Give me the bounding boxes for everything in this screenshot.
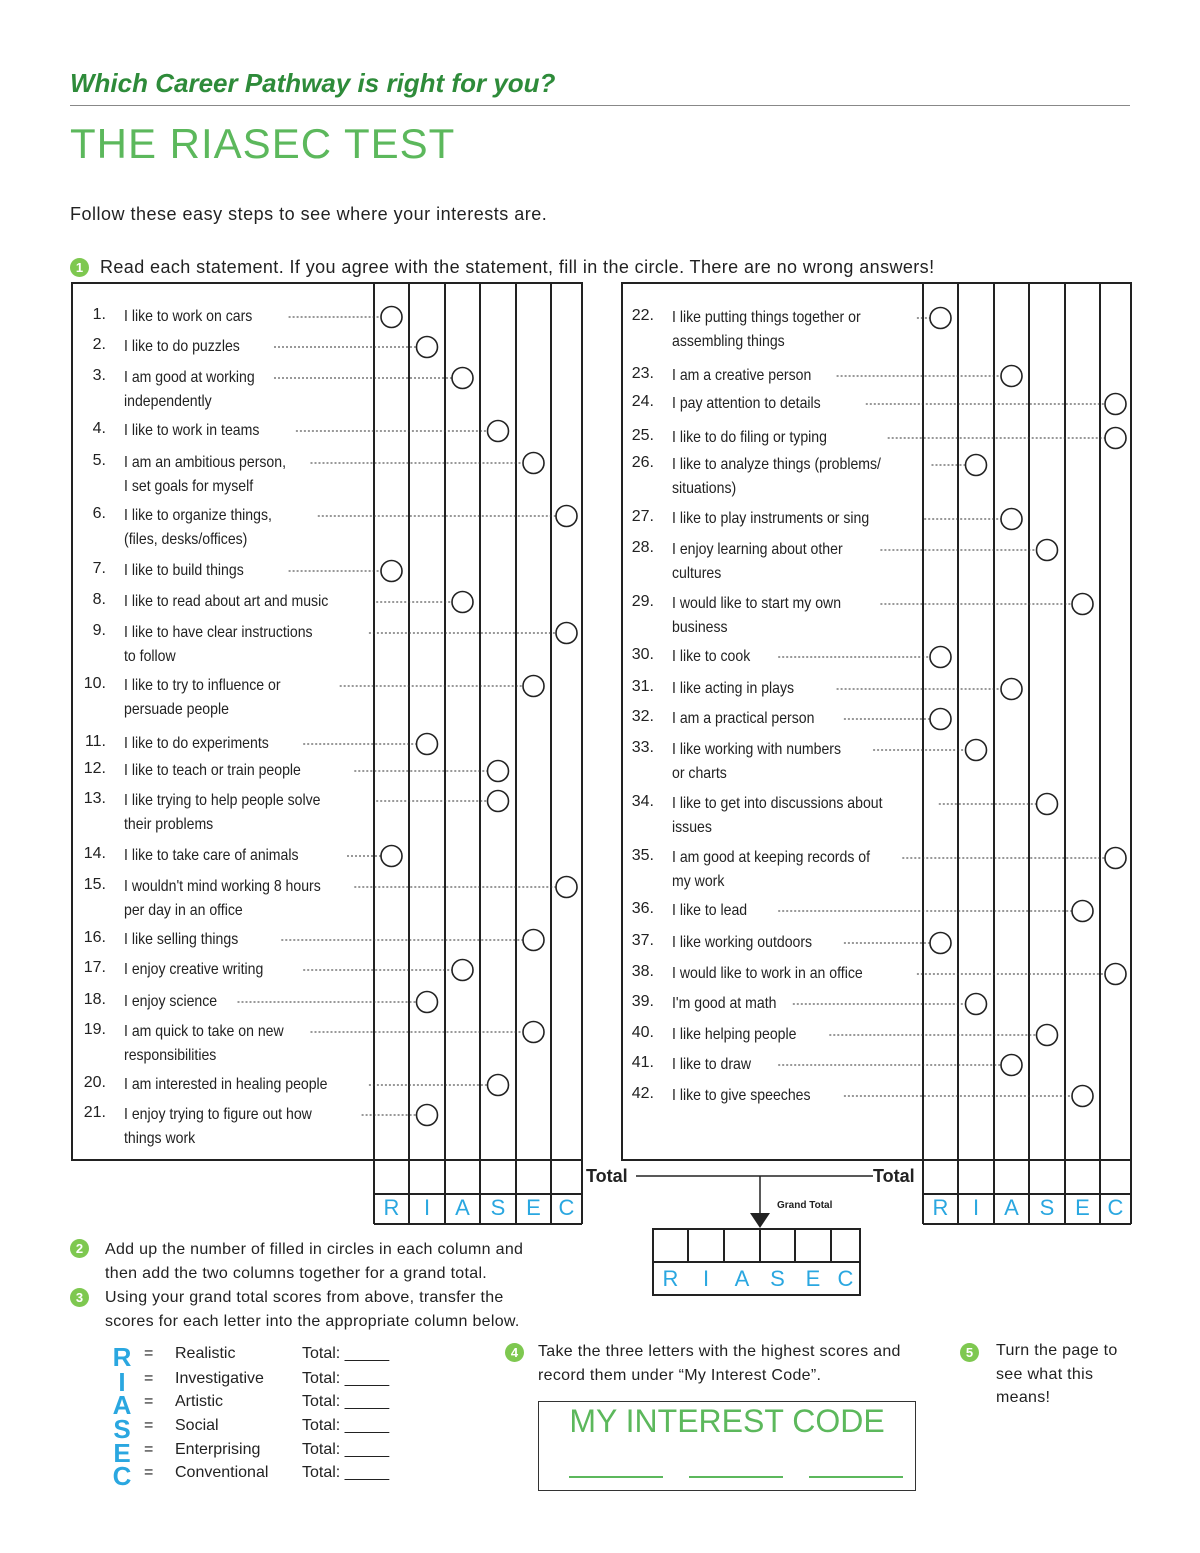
left-question-text: I like to organize things, (files, desks/offices) — [124, 507, 272, 548]
right-question-text: I like to get into discussions about issues — [672, 795, 883, 836]
left-question-number: 8. — [92, 591, 106, 608]
left-question-text: I like to do experiments — [124, 735, 269, 752]
legend-equals: = — [144, 1345, 154, 1362]
right-answer-circle[interactable] — [1105, 848, 1126, 869]
right-question-number: 35. — [631, 847, 654, 864]
left-question-text: I am an ambitious person, I set goals for myself — [124, 454, 287, 495]
right-question-number: 41. — [631, 1054, 654, 1071]
left-question-text: I enjoy trying to figure out how things work — [124, 1106, 312, 1147]
left-question-text: I like to take care of animals — [124, 847, 299, 864]
left-answer-circle[interactable] — [488, 421, 509, 442]
legend-name: Enterprising — [175, 1441, 261, 1458]
legend-total[interactable]: Total: _____ — [302, 1393, 390, 1410]
right-column-letter: C — [1107, 1195, 1124, 1220]
left-column-letter: A — [455, 1195, 470, 1220]
legend-letter: C — [112, 1461, 132, 1491]
left-question-number: 9. — [92, 622, 106, 639]
legend-letter: I — [118, 1367, 126, 1397]
right-question-text: I am a practical person — [672, 710, 815, 727]
left-question-text: I wouldn't mind working 8 hours per day in an office — [124, 878, 321, 919]
right-question-text: I would like to work in an office — [672, 965, 863, 982]
grand-total-arrowhead — [750, 1213, 770, 1228]
right-question-number: 24. — [631, 393, 654, 410]
code-letter-1-line[interactable] — [569, 1476, 663, 1478]
legend-equals: = — [144, 1441, 154, 1458]
left-question-number: 7. — [92, 560, 106, 577]
legend-name: Conventional — [175, 1464, 269, 1481]
left-column-letter: E — [526, 1195, 541, 1220]
right-question-text: I am good at keeping records of my work — [672, 849, 871, 890]
right-question-text: I like acting in plays — [672, 680, 795, 697]
left-answer-circle[interactable] — [488, 1075, 509, 1096]
left-column-letter: C — [558, 1195, 575, 1220]
right-answer-circle[interactable] — [1037, 794, 1058, 815]
right-answer-circle[interactable] — [930, 709, 951, 730]
left-answer-circle[interactable] — [417, 992, 438, 1013]
legend-equals: = — [144, 1417, 154, 1434]
left-answer-circle[interactable] — [417, 734, 438, 755]
step-3-badge: 3 — [70, 1288, 89, 1307]
code-letter-2-line[interactable] — [689, 1476, 783, 1478]
right-question-text: I like to lead — [672, 902, 748, 919]
right-question-number: 31. — [631, 678, 654, 695]
right-question-text: I like to play instruments or sing — [672, 510, 870, 527]
legend-total[interactable]: Total: _____ — [302, 1417, 390, 1434]
right-question-text: I like helping people — [672, 1026, 797, 1043]
left-answer-circle[interactable] — [556, 623, 577, 644]
step-4-badge: 4 — [505, 1343, 524, 1362]
right-column-letter: S — [1039, 1195, 1055, 1220]
left-answer-circle[interactable] — [417, 1105, 438, 1126]
right-answer-circle[interactable] — [1001, 679, 1022, 700]
right-question-number: 34. — [631, 793, 654, 810]
right-answer-circle[interactable] — [1001, 366, 1022, 387]
left-answer-circle[interactable] — [381, 561, 402, 582]
left-question-number: 12. — [83, 760, 106, 777]
left-answer-circle[interactable] — [417, 337, 438, 358]
right-question-number: 42. — [631, 1085, 654, 1102]
left-question-number: 18. — [83, 991, 106, 1008]
right-answer-circle[interactable] — [966, 455, 987, 476]
left-answer-circle[interactable] — [452, 960, 473, 981]
right-question-number: 28. — [631, 539, 654, 556]
legend-name: Artistic — [175, 1393, 223, 1410]
step-5-text: Turn the page to see what this means! — [996, 1342, 1118, 1406]
right-question-number: 27. — [631, 508, 654, 525]
left-question-text: I like trying to help people solve their problems — [124, 792, 321, 833]
left-column-letter: I — [423, 1195, 431, 1220]
right-question-text: I like to give speeches — [672, 1087, 811, 1104]
right-answer-circle[interactable] — [1105, 964, 1126, 985]
grand-total-label: Grand Total — [777, 1200, 833, 1211]
right-answer-circle[interactable] — [1001, 509, 1022, 530]
right-question-number: 40. — [631, 1024, 654, 1041]
step-5-badge: 5 — [960, 1343, 979, 1362]
left-question-text: I like to try to influence or persuade people — [124, 677, 281, 718]
legend-total[interactable]: Total: _____ — [302, 1464, 390, 1481]
page-subtitle: Which Career Pathway is right for you? — [70, 68, 556, 98]
left-answer-circle[interactable] — [523, 1022, 544, 1043]
left-answer-circle[interactable] — [452, 592, 473, 613]
legend-name: Investigative — [175, 1370, 264, 1387]
left-question-text: I like to read about art and music — [124, 593, 329, 610]
left-question-text: I am interested in healing people — [124, 1076, 328, 1093]
right-question-number: 33. — [631, 739, 654, 756]
grand-total-column-letter: I — [702, 1266, 710, 1291]
grand-total-column-letter: S — [770, 1266, 785, 1291]
left-answer-circle[interactable] — [523, 676, 544, 697]
left-question-number: 19. — [83, 1021, 106, 1038]
left-answer-circle[interactable] — [523, 930, 544, 951]
left-question-number: 3. — [92, 367, 106, 384]
left-question-number: 21. — [83, 1104, 106, 1121]
left-question-text: I am quick to take on new responsibilities — [124, 1023, 284, 1064]
grand-total-column-letter: R — [662, 1266, 679, 1291]
right-question-text: I like to draw — [672, 1056, 752, 1073]
right-answer-circle[interactable] — [1037, 540, 1058, 561]
right-column-letter: I — [972, 1195, 980, 1220]
left-question-number: 17. — [83, 959, 106, 976]
left-question-text: I like to work in teams — [124, 422, 260, 439]
left-question-text: I like to do puzzles — [124, 338, 240, 355]
step-2-badge: 2 — [70, 1239, 89, 1258]
grand-total-column-letter: A — [734, 1266, 750, 1291]
right-question-number: 26. — [631, 454, 654, 471]
right-answer-circle[interactable] — [1105, 394, 1126, 415]
right-answer-circle[interactable] — [1037, 1025, 1058, 1046]
right-question-number: 38. — [631, 963, 654, 980]
right-column-letter: R — [932, 1195, 949, 1220]
right-question-number: 25. — [631, 427, 654, 444]
step-1-badge: 1 — [70, 258, 89, 277]
legend-letter: S — [113, 1414, 131, 1444]
legend-name: Social — [175, 1417, 219, 1434]
left-answer-circle[interactable] — [556, 877, 577, 898]
left-question-number: 4. — [92, 420, 106, 437]
legend-total[interactable]: Total: _____ — [302, 1441, 390, 1458]
right-question-text: I pay attention to details — [672, 395, 821, 412]
legend-total[interactable]: Total: _____ — [302, 1370, 390, 1387]
right-answer-circle[interactable] — [966, 994, 987, 1015]
right-question-text: I enjoy learning about other cultures — [672, 541, 843, 582]
right-question-number: 22. — [631, 307, 654, 324]
legend-letter: E — [113, 1438, 131, 1468]
left-question-text: I am good at working independently — [124, 369, 255, 410]
right-question-number: 23. — [631, 365, 654, 382]
code-letter-3-line[interactable] — [809, 1476, 903, 1478]
right-question-number: 39. — [631, 993, 654, 1010]
right-question-text: I like to do filing or typing — [672, 429, 827, 446]
right-answer-circle[interactable] — [1072, 594, 1093, 615]
legend-equals: = — [144, 1370, 154, 1387]
left-answer-circle[interactable] — [523, 453, 544, 474]
legend-total[interactable]: Total: _____ — [302, 1345, 390, 1362]
left-question-text: I enjoy science — [124, 993, 218, 1010]
right-question-text: I like to cook — [672, 648, 751, 665]
left-question-number: 14. — [83, 845, 106, 862]
right-question-number: 36. — [631, 900, 654, 917]
right-answer-circle[interactable] — [930, 308, 951, 329]
grand-total-column-letter: E — [805, 1266, 821, 1291]
left-question-text: I like to teach or train people — [124, 762, 301, 779]
left-question-number: 11. — [84, 733, 106, 750]
left-answer-circle[interactable] — [488, 761, 509, 782]
step-1-text: Read each statement. If you agree with the statement, fill in the circle. There are no wrong answers! — [100, 257, 935, 277]
step-3-text: Using your grand total scores from above, transfer the scores for each letter into the appropriate column below. — [105, 1289, 520, 1330]
left-question-text: I like to build things — [124, 562, 244, 579]
legend-equals: = — [144, 1393, 154, 1410]
right-question-text: I would like to start my own business — [672, 595, 842, 636]
right-answer-circle[interactable] — [1072, 901, 1093, 922]
right-question-text: I am a creative person — [672, 367, 812, 384]
left-answer-circle[interactable] — [452, 368, 473, 389]
right-question-text: I like working outdoors — [672, 934, 813, 951]
right-answer-circle[interactable] — [930, 933, 951, 954]
right-total-label: Total — [873, 1166, 915, 1186]
page-title: THE RIASEC TEST — [70, 120, 456, 167]
right-answer-circle[interactable] — [1001, 1055, 1022, 1076]
left-column-letter: R — [383, 1195, 400, 1220]
right-question-number: 30. — [631, 646, 654, 663]
step-4-text: Take the three letters with the highest scores and record them under “My Interest Code”. — [538, 1343, 901, 1384]
left-answer-circle[interactable] — [488, 791, 509, 812]
left-question-number: 16. — [83, 929, 106, 946]
right-question-number: 29. — [631, 593, 654, 610]
left-column-letter: S — [490, 1195, 506, 1220]
right-question-number: 32. — [631, 708, 654, 725]
left-question-text: I enjoy creative writing — [124, 961, 264, 978]
right-question-text: I'm good at math — [672, 995, 777, 1012]
step-2-text: Add up the number of filled in circles in each column and then add the two columns together for a grand total. — [105, 1241, 524, 1282]
left-answer-circle[interactable] — [381, 846, 402, 867]
left-answer-circle[interactable] — [381, 307, 402, 328]
legend-letter: A — [112, 1390, 132, 1420]
left-question-number: 13. — [83, 790, 106, 807]
right-question-text: I like to analyze things (problems/ situations) — [672, 456, 881, 497]
right-question-text: I like working with numbers or charts — [672, 741, 842, 782]
right-column-letter: E — [1075, 1195, 1090, 1220]
right-answer-circle[interactable] — [1072, 1086, 1093, 1107]
left-question-number: 10. — [83, 675, 106, 692]
right-answer-circle[interactable] — [1105, 428, 1126, 449]
interest-code-title: MY INTEREST CODE — [569, 1403, 885, 1439]
left-total-label: Total — [586, 1166, 628, 1186]
intro-text: Follow these easy steps to see where your interests are. — [70, 204, 548, 224]
legend-name: Realistic — [175, 1345, 236, 1362]
left-question-number: 5. — [92, 452, 106, 469]
left-question-number: 20. — [83, 1074, 106, 1091]
left-question-text: I like to have clear instructions to follow — [124, 624, 313, 665]
legend-equals: = — [144, 1464, 154, 1481]
legend-letter: R — [112, 1342, 132, 1372]
right-question-number: 37. — [631, 932, 654, 949]
left-question-text: I like selling things — [124, 931, 239, 948]
left-question-text: I like to work on cars — [124, 308, 253, 325]
left-question-number: 2. — [92, 336, 106, 353]
grand-total-column-letter: C — [837, 1266, 854, 1291]
left-question-number: 1. — [92, 306, 106, 323]
right-answer-circle[interactable] — [930, 647, 951, 668]
left-answer-circle[interactable] — [556, 506, 577, 527]
right-question-text: I like putting things together or assembling things — [672, 309, 861, 350]
left-question-number: 15. — [83, 876, 106, 893]
left-question-number: 6. — [92, 505, 106, 522]
right-column-letter: A — [1004, 1195, 1019, 1220]
right-answer-circle[interactable] — [966, 740, 987, 761]
